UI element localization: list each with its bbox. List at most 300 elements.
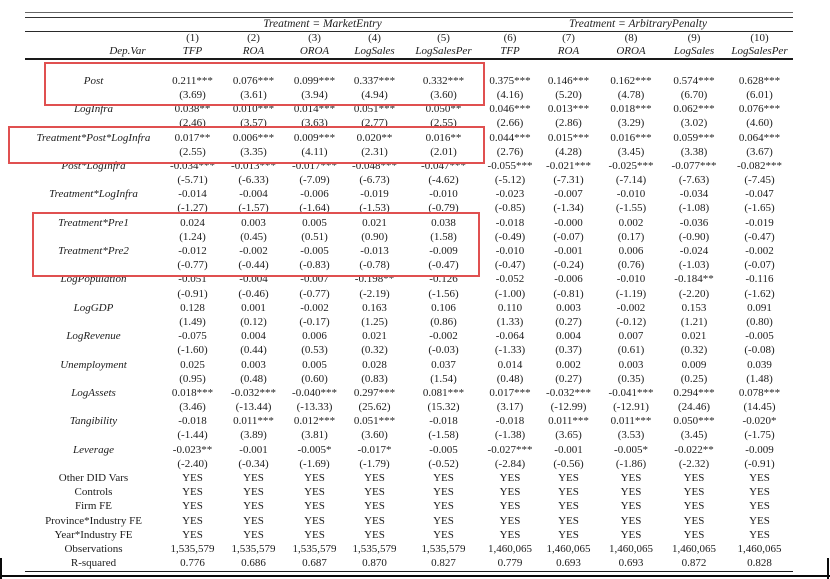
coef-value: -0.013***	[231, 159, 276, 172]
info-value: YES	[243, 472, 264, 485]
coef-value: -0.047	[745, 188, 774, 201]
coef-value: 0.044***	[489, 131, 531, 144]
info-value: YES	[182, 500, 203, 513]
coef-value: -0.017***	[292, 159, 337, 172]
info-label-r-squared: R-squared	[70, 557, 117, 570]
tstat-value: (3.69)	[179, 88, 206, 101]
coef-value: 0.006***	[232, 131, 275, 144]
coef-value: 0.039	[747, 358, 772, 371]
coef-row-treatment-loginfra	[25, 188, 793, 202]
column-number-2: (2)	[247, 32, 260, 44]
column-number-1: (1)	[186, 32, 199, 44]
coef-value: 0.016**	[425, 131, 462, 144]
tstat-value: (-1.08)	[678, 202, 710, 215]
coef-value: -0.018	[495, 216, 525, 229]
coef-value: 0.297***	[353, 386, 396, 399]
coef-value: 0.018***	[171, 386, 214, 399]
coef-value: 0.064***	[738, 131, 781, 144]
tstat-value: (4.78)	[617, 88, 645, 101]
coef-value: -0.041***	[608, 386, 654, 399]
coef-row-post	[25, 74, 793, 88]
tstat-value: (2.55)	[430, 117, 457, 130]
coef-value: 0.013***	[547, 103, 590, 116]
info-value: 1,535,579	[231, 542, 276, 555]
coef-row-unemployment	[25, 358, 793, 372]
coef-value: -0.040***	[292, 386, 337, 399]
coef-value: 0.003	[241, 216, 266, 229]
tstat-value: (-7.31)	[553, 174, 584, 187]
tstat-value: (-0.07)	[553, 230, 584, 243]
tstat-value: (-7.63)	[678, 174, 710, 187]
tstat-value: (-0.44)	[238, 259, 269, 272]
tstat-value: (-1.33)	[494, 344, 526, 357]
tstat-value: (-1.58)	[428, 429, 459, 442]
coef-value: -0.019	[745, 216, 774, 229]
coef-value: 0.004	[556, 330, 581, 343]
tstat-row-treatment-loginfra	[25, 202, 793, 216]
info-label-year-industry-fe: Year*Industry FE	[54, 528, 133, 541]
column-name-6: TFP	[500, 45, 520, 57]
tstat-value: (-6.73)	[359, 174, 390, 187]
body-top-spacer	[25, 60, 793, 74]
tstat-value: (2.01)	[430, 145, 457, 158]
tstat-row-tangibility	[25, 429, 793, 443]
coef-value: 0.017***	[489, 386, 531, 399]
info-value: YES	[433, 472, 454, 485]
info-label-province-industry-fe: Province*Industry FE	[45, 514, 142, 527]
regression-table	[25, 12, 793, 576]
tstat-row-loggdp	[25, 315, 793, 329]
tstat-value: (0.86)	[430, 315, 457, 328]
coef-value: 0.015***	[547, 131, 590, 144]
table-body	[25, 60, 793, 571]
coef-value: -0.007	[554, 188, 583, 201]
tstat-value: (-0.77)	[299, 287, 330, 300]
column-name-9: LogSales	[673, 45, 715, 57]
tstat-value: (24.46)	[677, 401, 711, 414]
coef-value: -0.002	[429, 330, 458, 343]
tstat-value: (14.45)	[743, 401, 776, 414]
coef-value: 0.076***	[738, 103, 781, 116]
page-frame-bottom	[0, 575, 830, 577]
coef-value: 0.128	[180, 301, 205, 314]
tstat-value: (2.46)	[179, 117, 206, 130]
tstat-value: (1.54)	[430, 372, 457, 385]
info-value: 1,535,579	[421, 542, 466, 555]
info-value: YES	[243, 486, 264, 499]
tstat-value: (3.02)	[680, 117, 708, 130]
tstat-value: (0.80)	[746, 315, 773, 328]
info-value: 0.872	[681, 557, 707, 570]
coef-value: -0.198**	[354, 273, 395, 286]
tstat-value: (3.60)	[430, 88, 457, 101]
tstat-value: (0.95)	[179, 372, 206, 385]
info-value: 0.827	[431, 557, 456, 570]
coef-value: 0.375***	[489, 74, 531, 87]
coef-value: 0.021	[362, 330, 387, 343]
tstat-value: (-1.65)	[744, 202, 775, 215]
info-value: YES	[620, 472, 642, 485]
tstat-value: (4.60)	[746, 117, 773, 130]
tstat-value: (-0.78)	[359, 259, 390, 272]
coef-value: 0.009	[681, 358, 707, 371]
info-row-observations	[25, 542, 793, 556]
coef-value: 0.017**	[174, 131, 211, 144]
info-value: 1,460,065	[737, 542, 782, 555]
column-name-10: LogSalesPer	[731, 45, 788, 57]
tstat-value: (0.35)	[617, 372, 645, 385]
coef-value: 0.016***	[610, 131, 652, 144]
tstat-value: (6.70)	[680, 88, 708, 101]
info-value: YES	[304, 486, 325, 499]
tstat-value: (3.45)	[617, 145, 645, 158]
coef-value: 0.020**	[356, 131, 393, 144]
info-value: YES	[749, 486, 770, 499]
tstat-value: (-5.71)	[177, 174, 208, 187]
column-number-4: (4)	[368, 32, 381, 44]
tstat-value: (-1.86)	[615, 457, 647, 470]
coef-value: 0.011***	[233, 415, 274, 428]
coef-value: -0.012	[178, 245, 207, 258]
info-value: YES	[182, 472, 203, 485]
group-header-market-entry: Treatment = MarketEntry	[263, 17, 382, 30]
tstat-value: (-1.00)	[494, 287, 526, 300]
coef-value: 0.051***	[353, 103, 396, 116]
coef-value: -0.184**	[674, 273, 714, 286]
tstat-row-logassets	[25, 401, 793, 415]
tstat-value: (-0.47)	[494, 259, 526, 272]
var-label-post: Post	[83, 74, 104, 87]
coef-value: 0.021	[362, 216, 387, 229]
info-value: YES	[433, 528, 454, 541]
column-number-6: (6)	[503, 32, 517, 44]
tstat-value: (3.65)	[555, 429, 582, 442]
coef-value: 0.076***	[232, 74, 275, 87]
coef-value: 0.014	[497, 358, 523, 371]
info-value: 1,535,579	[352, 542, 397, 555]
coef-value: 0.010***	[232, 103, 275, 116]
coef-value: -0.077***	[671, 159, 717, 172]
tstat-value: (1.25)	[361, 315, 388, 328]
coef-value: -0.034	[679, 188, 709, 201]
tstat-value: (0.27)	[555, 315, 582, 328]
coef-value: 0.003	[618, 358, 644, 371]
group-header-arbitrary-penalty: Treatment = ArbitraryPenalty	[568, 17, 708, 30]
tstat-value: (3.53)	[617, 429, 645, 442]
tstat-value: (-0.47)	[428, 259, 459, 272]
coef-value: 0.037	[431, 358, 456, 371]
tstat-value: (3.67)	[746, 145, 773, 158]
coef-value: 0.011***	[610, 415, 652, 428]
tstat-row-post	[25, 88, 793, 102]
tstat-value: (5.20)	[555, 88, 582, 101]
info-value: YES	[433, 500, 454, 513]
coef-value: -0.009	[429, 245, 458, 258]
coef-value: -0.002	[616, 301, 646, 314]
tstat-value: (-6.33)	[238, 174, 269, 187]
column-name-7: ROA	[557, 45, 580, 57]
coef-value: 0.294***	[673, 386, 715, 399]
tstat-value: (1.58)	[430, 230, 457, 243]
tstat-value: (0.27)	[555, 372, 582, 385]
coef-value: -0.010	[616, 188, 646, 201]
tstat-value: (-0.56)	[553, 457, 584, 470]
var-label-leverage: Leverage	[73, 443, 114, 456]
tstat-value: (-1.69)	[299, 457, 330, 470]
coef-value: -0.051	[178, 273, 207, 286]
coef-value: 0.091	[747, 301, 772, 314]
info-value: 1,535,579	[170, 542, 215, 555]
coef-value: 0.007	[618, 330, 644, 343]
info-label-other-did-vars: Other DID Vars	[58, 472, 129, 485]
tstat-value: (-0.46)	[238, 287, 269, 300]
tstat-value: (-2.32)	[678, 457, 710, 470]
tstat-value: (-2.40)	[177, 457, 208, 470]
coef-value: -0.064	[495, 330, 525, 343]
tstat-value: (-1.62)	[744, 287, 775, 300]
page-frame-left	[0, 558, 2, 579]
coef-value: 0.028	[362, 358, 387, 371]
coef-value: -0.000	[554, 216, 583, 229]
tstat-value: (-0.83)	[299, 259, 330, 272]
coef-value: -0.001	[239, 443, 268, 456]
info-value: YES	[182, 528, 203, 541]
tstat-value: (2.31)	[361, 145, 388, 158]
coef-value: 0.059***	[673, 131, 715, 144]
tstat-value: (0.44)	[240, 344, 267, 357]
info-value: YES	[620, 514, 642, 527]
coef-value: 0.106	[431, 301, 456, 314]
tstat-value: (3.61)	[240, 88, 267, 101]
tstat-value: (3.89)	[240, 429, 267, 442]
coef-value: 0.051***	[353, 415, 396, 428]
tstat-value: (4.94)	[361, 88, 388, 101]
coef-value: -0.032***	[231, 386, 276, 399]
tstat-value: (-1.38)	[494, 429, 526, 442]
tstat-value: (6.01)	[746, 88, 773, 101]
coef-value: -0.006	[300, 188, 329, 201]
coef-value: 0.006	[302, 330, 327, 343]
coef-value: -0.018	[178, 415, 207, 428]
var-label-logrevenue: LogRevenue	[66, 330, 121, 343]
coef-value: 0.006	[618, 245, 644, 258]
tstat-value: (1.24)	[179, 230, 206, 243]
coef-row-treatment-post-loginfra	[25, 131, 793, 145]
coef-value: -0.006	[554, 273, 583, 286]
info-value: YES	[558, 472, 579, 485]
tstat-value: (-13.44)	[235, 401, 272, 414]
info-value: 1,535,579	[292, 542, 337, 555]
coef-value: 0.005	[302, 216, 327, 229]
tstat-value: (-5.12)	[494, 174, 526, 187]
tstat-value: (2.55)	[179, 145, 206, 158]
tstat-value: (15.32)	[427, 401, 460, 414]
tstat-value: (-2.84)	[494, 457, 526, 470]
coef-row-treatment-pre1	[25, 216, 793, 230]
coef-value: -0.024	[679, 245, 709, 258]
info-label-controls: Controls	[74, 486, 113, 499]
tstat-value: (-7.09)	[299, 174, 330, 187]
info-value: YES	[749, 528, 770, 541]
coef-value: -0.023	[495, 188, 525, 201]
coef-value: -0.013	[360, 245, 389, 258]
tstat-value: (3.81)	[301, 429, 328, 442]
tstat-value: (-12.99)	[550, 401, 587, 414]
info-value: YES	[243, 514, 264, 527]
tstat-value: (-4.62)	[428, 174, 459, 187]
coef-value: 0.163	[362, 301, 387, 314]
tstat-value: (-1.64)	[299, 202, 330, 215]
info-value: YES	[683, 486, 705, 499]
tstat-value: (3.94)	[301, 88, 328, 101]
info-value: 0.776	[180, 557, 205, 570]
coef-value: -0.004	[239, 188, 268, 201]
var-label-loggdp: LogGDP	[73, 301, 114, 314]
coef-row-post-loginfra	[25, 159, 793, 173]
coef-value: -0.021***	[546, 159, 591, 172]
coef-value: 0.046***	[489, 103, 531, 116]
info-value: 0.686	[241, 557, 266, 570]
tstat-value: (-2.19)	[359, 287, 390, 300]
tstat-value: (4.28)	[555, 145, 582, 158]
var-label-tangibility: Tangibility	[69, 415, 118, 428]
coef-value: -0.001	[554, 443, 583, 456]
coef-value: 0.025	[180, 358, 205, 371]
coef-value: 0.146***	[547, 74, 590, 87]
coef-row-leverage	[25, 443, 793, 457]
tstat-value: (4.11)	[301, 145, 328, 158]
var-label-unemployment: Unemployment	[60, 358, 127, 371]
var-label-treatment-pre2: Treatment*Pre2	[58, 245, 129, 258]
coef-value: -0.002	[745, 245, 774, 258]
var-label-loginfra: LogInfra	[73, 103, 114, 116]
var-label-logassets: LogAssets	[71, 386, 116, 399]
column-name-2: ROA	[242, 45, 265, 57]
info-value: 0.693	[618, 557, 644, 570]
column-name-4: LogSales	[354, 45, 395, 57]
tstat-value: (0.32)	[361, 344, 388, 357]
tstat-value: (-1.34)	[553, 202, 584, 215]
tstat-value: (3.57)	[240, 117, 267, 130]
info-value: YES	[182, 514, 203, 527]
coef-value: 0.021	[681, 330, 707, 343]
tstat-value: (3.45)	[680, 429, 708, 442]
group-header-row	[25, 18, 793, 31]
coef-value: 0.003	[556, 301, 581, 314]
coef-value: -0.082***	[737, 159, 782, 172]
info-value: YES	[499, 486, 521, 499]
tstat-value: (-0.91)	[744, 457, 775, 470]
page-frame-right	[827, 558, 829, 579]
tstat-value: (2.86)	[555, 117, 582, 130]
coef-value: -0.032***	[546, 386, 591, 399]
tstat-row-treatment-pre2	[25, 259, 793, 273]
coef-row-treatment-pre2	[25, 244, 793, 258]
info-row-province-industry-fe	[25, 514, 793, 528]
coef-value: 0.153	[681, 301, 707, 314]
column-number-9: (9)	[687, 32, 701, 44]
tstat-value: (-0.79)	[428, 202, 459, 215]
info-value: YES	[749, 500, 770, 513]
info-value: 1,460,065	[488, 542, 532, 555]
tstat-value: (-1.03)	[678, 259, 710, 272]
info-value: YES	[620, 528, 642, 541]
info-value: YES	[499, 500, 521, 513]
coef-value: -0.007	[300, 273, 329, 286]
info-value: YES	[364, 500, 385, 513]
coef-value: -0.005	[429, 443, 458, 456]
info-value: YES	[499, 472, 521, 485]
tstat-value: (0.90)	[361, 230, 388, 243]
coef-value: 0.005	[302, 358, 327, 371]
coef-value: 0.003	[241, 358, 266, 371]
tstat-value: (3.60)	[361, 429, 388, 442]
coef-value: -0.018	[495, 415, 525, 428]
coef-value: 0.574***	[673, 74, 715, 87]
tstat-value: (0.45)	[240, 230, 267, 243]
tstat-value: (-0.17)	[299, 315, 330, 328]
coef-value: 0.038	[431, 216, 456, 229]
coef-value: -0.014	[178, 188, 207, 201]
tstat-row-post-loginfra	[25, 174, 793, 188]
coef-row-loggdp	[25, 301, 793, 315]
coef-value: -0.005*	[614, 443, 648, 456]
coef-value: -0.005*	[297, 443, 332, 456]
tstat-value: (-1.27)	[177, 202, 208, 215]
coef-value: -0.018	[429, 415, 458, 428]
tstat-value: (-0.34)	[238, 457, 269, 470]
column-number-3: (3)	[308, 32, 321, 44]
column-number-7: (7)	[562, 32, 575, 44]
info-row-year-industry-fe	[25, 528, 793, 542]
tstat-value: (-2.20)	[678, 287, 710, 300]
tstat-value: (0.76)	[617, 259, 645, 272]
tstat-value: (0.53)	[301, 344, 328, 357]
coef-value: 0.110	[497, 301, 523, 314]
tstat-value: (-0.07)	[744, 259, 775, 272]
info-value: YES	[243, 528, 264, 541]
tstat-value: (0.37)	[555, 344, 582, 357]
tstat-value: (-7.14)	[615, 174, 647, 187]
tstat-value: (-1.19)	[615, 287, 647, 300]
info-value: YES	[683, 528, 705, 541]
coef-value: -0.075	[178, 330, 207, 343]
coef-row-logpopulation	[25, 273, 793, 287]
tstat-row-loginfra	[25, 117, 793, 131]
tstat-value: (-0.52)	[428, 457, 459, 470]
column-number-5: (5)	[437, 32, 450, 44]
tstat-value: (-0.08)	[744, 344, 775, 357]
coef-value: -0.022**	[674, 443, 714, 456]
tstat-value: (-1.53)	[359, 202, 390, 215]
tstat-value: (-0.91)	[177, 287, 208, 300]
tstat-value: (0.60)	[301, 372, 328, 385]
tstat-row-logpopulation	[25, 287, 793, 301]
coef-value: 0.038**	[174, 103, 211, 116]
column-number-10: (10)	[750, 32, 769, 44]
tstat-value: (1.33)	[496, 315, 524, 328]
tstat-value: (-0.85)	[494, 202, 526, 215]
coef-value: -0.002	[239, 245, 268, 258]
coef-value: -0.009	[745, 443, 774, 456]
tstat-value: (-0.77)	[177, 259, 208, 272]
info-row-controls	[25, 486, 793, 500]
column-names-row	[25, 45, 793, 58]
coef-row-tangibility	[25, 415, 793, 429]
info-value: YES	[243, 500, 264, 513]
coef-value: 0.024	[180, 216, 205, 229]
tstat-value: (2.76)	[496, 145, 524, 158]
